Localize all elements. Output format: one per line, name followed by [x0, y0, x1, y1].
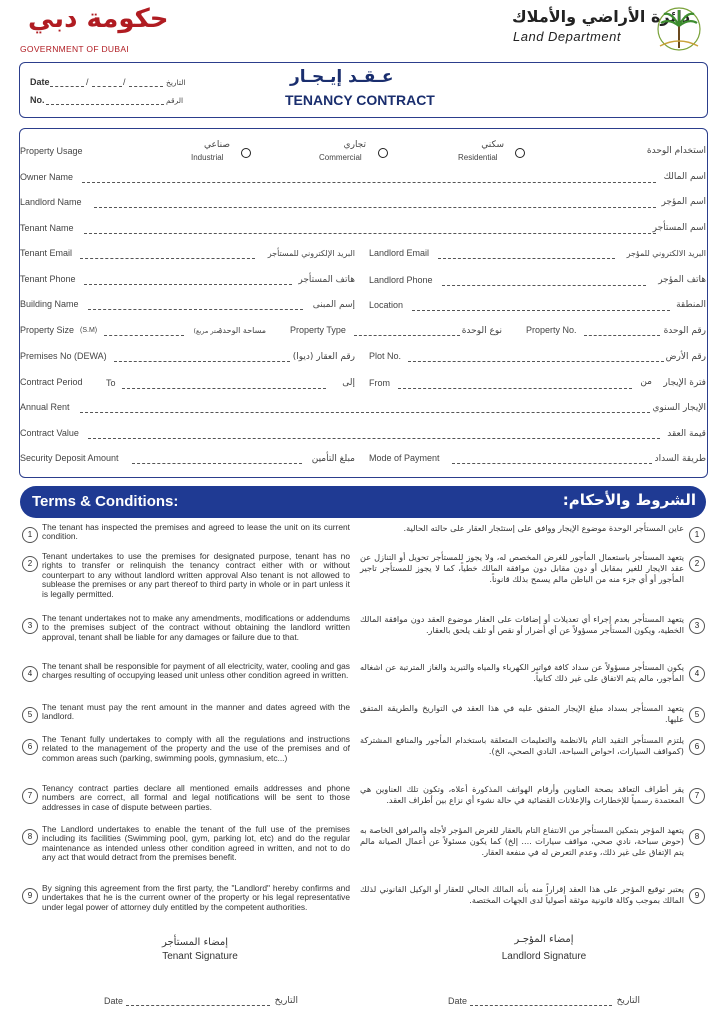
tenant-name-field[interactable] — [84, 233, 656, 234]
usage-residential-ar: سكني — [481, 140, 504, 150]
period-from-label-ar: من — [640, 377, 652, 387]
building-name-label-ar: إسم المبنى — [312, 300, 355, 310]
date-day-field[interactable] — [50, 86, 84, 87]
term-row — [0, 884, 724, 924]
property-no-label-ar: رقم الوحدة — [663, 326, 706, 336]
property-usage-label: Property Usage — [20, 146, 83, 156]
landlord-date-label-ar: التاريخ — [616, 996, 640, 1006]
date-label: Date — [30, 77, 50, 87]
term-text-arabic: يتعهد المستأجر بعدم إجراء أي تعديلات أو إضافات على العقار موضوع العقد دون موافقة المالك الخطية، ويكون المستأجر مسؤولاً عن أي أضرار أو نقص أو تلف يلحق بالعقار. — [360, 614, 684, 635]
usage-commercial-label: Commercial — [319, 153, 362, 162]
tenant-name-label: Tenant Name — [20, 223, 74, 233]
term-row — [0, 784, 724, 820]
tenant-date-label: Date — [104, 996, 124, 1006]
term-text-english: The tenant has inspected the premises and agreed to lease the unit on its current condition. — [42, 522, 350, 542]
term-row — [0, 614, 724, 658]
term-number: 6 — [22, 739, 38, 755]
term-row — [0, 703, 724, 731]
tenant-name-label-ar: اسم المستأجر — [652, 223, 706, 233]
contract-number-field[interactable] — [46, 104, 164, 105]
term-text-arabic: يتعهد المؤجر بتمكين المستأجر من الانتفاع التام بالعقار للغرض المؤجر لأجله والمرافق الخاصة به (حوض سباحة، نادي صحي، مواقف سيارات .... إلخ) كما يكون مسئولاً عن أعمال الصيانة مالم يتم الإتفاق على غير ذلك، وعدم التعرض له في منفعة العقار. — [360, 825, 684, 857]
term-number-ar: 1 — [689, 527, 705, 543]
building-name-label: Building Name — [20, 299, 79, 309]
building-name-field[interactable] — [88, 309, 303, 310]
property-size-field[interactable] — [104, 335, 184, 336]
landlord-date-field[interactable] — [470, 1005, 612, 1006]
term-row — [0, 735, 724, 779]
title-arabic: عـقـد إيـجـار — [290, 67, 394, 87]
landlord-signature-label-ar: إمضاء المؤجـر — [514, 934, 574, 945]
landlord-name-label-ar: اسم المؤجر — [661, 197, 706, 207]
tenant-phone-label: Tenant Phone — [20, 274, 76, 284]
usage-industrial-label: Industrial — [191, 153, 224, 162]
term-number: 5 — [22, 707, 38, 723]
premises-no-label-ar: رقم العقار (ديوا) — [292, 352, 355, 362]
term-text-english: The Landlord undertakes to enable the tenant of the full use of the premises including its facilities (Swimming pool, gym, parking lot, etc) and do the regular maintenance as intended unless other condition agreed in written, and not to do any act that would detract from the premises benefit. — [42, 824, 350, 863]
landlord-phone-field[interactable] — [442, 285, 646, 286]
title-english: TENANCY CONTRACT — [285, 92, 435, 108]
contract-value-field[interactable] — [88, 438, 660, 439]
tenant-phone-field[interactable] — [84, 284, 292, 285]
tenant-phone-label-ar: هاتف المستأجر — [298, 275, 355, 285]
tenant-date-label-ar: التاريخ — [274, 996, 298, 1006]
tenant-signature-label: Tenant Signature — [162, 951, 238, 962]
property-size-label: Property Size — [20, 325, 75, 335]
term-text-english: The tenant undertakes not to make any amendments, modifications or addendums to the premises subject of the contract without obtaining the landlord written approval, tenant shall be liable for any damages or failure due to that. — [42, 613, 350, 642]
term-text-english: The Tenant fully undertakes to comply with all the regulations and instructions related to the management of the property and the use of the premises and of common areas such (parking, swimming pools, gymnasium, etc...) — [42, 734, 350, 763]
annual-rent-label-ar: الإيجار السنوي — [652, 403, 706, 413]
number-label-ar: الرقم — [166, 96, 184, 105]
landlord-email-label-ar: البريد الالكتروني للمؤجر — [626, 249, 706, 258]
gov-dubai-logo-arabic: حكومة دبي — [28, 4, 169, 34]
term-text-arabic: يتعهد المستأجر باستعمال المأجور للغرض المخصص له، ولا يجوز للمستأجر تحويل أو التنازل عن عقد الايجار للغير بمقابل أو دون مقابل دون موافقة المالك خطياً، كما لا يجوز للمستأجر تاجير المأجور أو أي جزء منه من الباطن مالم يسمح بذلك قانوناً. — [360, 552, 684, 584]
landlord-date-label: Date — [448, 996, 468, 1006]
date-year-field[interactable] — [129, 86, 163, 87]
period-to-label-ar: إلى — [342, 378, 355, 388]
term-number-ar: 4 — [689, 666, 705, 682]
property-usage-label-ar: استخدام الوحدة — [646, 146, 706, 156]
plot-no-label-ar: رقم الأرض — [665, 352, 706, 362]
contract-period-label-ar: فترة الإيجار — [663, 378, 706, 388]
tenant-email-label: Tenant Email — [20, 248, 73, 258]
property-size-label-ar: مساحة الوحدة — [218, 326, 266, 335]
contract-period-label: Contract Period — [20, 377, 83, 387]
term-number: 8 — [22, 829, 38, 845]
term-number-ar: 9 — [689, 888, 705, 904]
landlord-name-label: Landlord Name — [20, 197, 82, 207]
landlord-email-field[interactable] — [438, 258, 615, 259]
term-number: 3 — [22, 618, 38, 634]
landlord-phone-label: Landlord Phone — [369, 275, 433, 285]
term-row — [0, 662, 724, 700]
term-number-ar: 5 — [689, 707, 705, 723]
plot-no-label: Plot No. — [369, 351, 402, 361]
property-type-label-ar: نوع الوحدة — [461, 326, 502, 336]
owner-name-label-ar: اسم المالك — [663, 172, 706, 182]
date-month-field[interactable] — [92, 86, 122, 87]
term-text-arabic: يعتبر توقيع المؤجر على هذا العقد إقراراً منه بأنه المالك الحالي للعقار أو الوكيل القانوني لذلك المالك بموجب وكالة قانونية موثقة أصولياً لدى الجهات المختصة. — [360, 884, 684, 905]
contract-value-label-ar: قيمة العقد — [667, 429, 706, 439]
period-to-field[interactable] — [122, 388, 326, 389]
property-size-unit-ar: (متر مربع) — [193, 327, 222, 335]
usage-industrial-ar: صناعي — [204, 140, 230, 150]
term-text-english: The tenant must pay the rent amount in the manner and dates agreed with the landlord. — [42, 702, 350, 722]
term-row — [0, 825, 724, 879]
contract-value-label: Contract Value — [20, 428, 79, 438]
tenant-email-field[interactable] — [80, 258, 255, 259]
property-no-label: Property No. — [526, 325, 577, 335]
term-text-english: Tenant undertakes to use the premises for designated purpose, tenant has no rights to transfer or relinquish the tenancy contract either with or without counterpart to any without landlord written approval Also tenant is not allowed to sublease the premises or any part thereof to third party in whole or in part unless it is legally permitted. — [42, 551, 350, 599]
usage-industrial-radio[interactable] — [241, 148, 251, 158]
security-deposit-label: Security Deposit Amount — [20, 453, 119, 463]
owner-name-field[interactable] — [82, 182, 656, 183]
property-size-unit: (S.M) — [80, 327, 98, 334]
term-number: 4 — [22, 666, 38, 682]
property-type-label: Property Type — [290, 325, 346, 335]
palm-tree-icon — [654, 6, 704, 52]
term-text-english: Tenancy contract parties declare all mentioned emails addresses and phone numbers are correct, all formal and legal notifications will be sent to those addresses in case of dispute between parties. — [42, 783, 350, 812]
mode-of-payment-field[interactable] — [452, 463, 652, 464]
term-text-english: By signing this agreement from the first party, the "Landlord" hereby confirms and undertakes that he is the current owner of the property or his legal representative under legal power of attorney duly entitled by the competent authorities. — [42, 883, 350, 912]
term-text-arabic: يكون المستأجر مسؤولاً عن سداد كافة فواتير الكهرباء والمياه والتبريد والغاز المترتبة عن اشغاله المأجور، مالم يتم الاتفاق على غير ذلك كتابياً. — [360, 662, 684, 683]
period-from-label: From — [369, 378, 390, 388]
tenant-signature-label-ar: إمضاء المستأجر — [161, 937, 229, 948]
property-type-field[interactable] — [354, 335, 460, 336]
land-department-english: Land Department — [513, 29, 621, 44]
usage-residential-radio[interactable] — [515, 148, 525, 158]
term-number-ar: 2 — [689, 556, 705, 572]
gov-dubai-logo-english: GOVERNMENT OF DUBAI — [20, 44, 129, 54]
term-number-ar: 3 — [689, 618, 705, 634]
landlord-name-field[interactable] — [94, 207, 656, 208]
location-label: Location — [369, 300, 404, 310]
period-to-label: To — [106, 378, 116, 388]
terms-title-arabic: الشروط والأحكام: — [562, 491, 696, 509]
mode-of-payment-label-ar: طريقة السداد — [654, 454, 706, 464]
security-deposit-field[interactable] — [132, 463, 302, 464]
term-row — [0, 552, 724, 610]
term-row — [0, 523, 724, 549]
location-label-ar: المنطقة — [676, 300, 706, 310]
term-number: 1 — [22, 527, 38, 543]
term-text-arabic: يلتزم المستأجر التقيد التام بالانظمة والتعليمات المتعلقة باستخدام المأجور والمنافع المشتركة (كمواقف السيارات، احواض السباحة، النادي الصحي، الخ). — [360, 735, 684, 756]
premises-no-label: Premises No (DEWA) — [20, 351, 107, 361]
usage-commercial-ar: تجاري — [343, 140, 366, 150]
land-department-arabic: دائرة الأراضي والأملاك — [512, 7, 691, 26]
term-number-ar: 7 — [689, 788, 705, 804]
annual-rent-field[interactable] — [80, 412, 650, 413]
property-no-field[interactable] — [584, 335, 660, 336]
tenant-date-field[interactable] — [126, 1005, 270, 1006]
number-label: No. — [30, 95, 45, 105]
term-number: 7 — [22, 788, 38, 804]
premises-no-field[interactable] — [114, 361, 290, 362]
landlord-email-label: Landlord Email — [369, 248, 430, 258]
period-from-field[interactable] — [398, 388, 632, 389]
term-number: 2 — [22, 556, 38, 572]
annual-rent-label: Annual Rent — [20, 402, 70, 412]
mode-of-payment-label: Mode of Payment — [369, 453, 440, 463]
term-text-arabic: يقر أطراف التعاقد بصحة العناوين وأرقام الهواتف المذكورة أعلاه، وتكون تلك العناوين هي المعتمدة رسمياً للإخطارات والإعلانات القضائية في حالة نشوء أي نزاع بين أطراف العقد. — [360, 784, 684, 805]
landlord-phone-label-ar: هاتف المؤجر — [658, 275, 706, 285]
security-deposit-label-ar: مبلغ التأمين — [311, 454, 355, 464]
terms-title-english: Terms & Conditions: — [32, 493, 179, 510]
tenant-email-label-ar: البريد الإلكتروني للمستأجر — [267, 249, 355, 258]
landlord-signature-label: Landlord Signature — [501, 951, 587, 962]
location-field[interactable] — [412, 310, 670, 311]
usage-commercial-radio[interactable] — [378, 148, 388, 158]
usage-residential-label: Residential — [458, 153, 498, 162]
term-text-arabic: يتعهد المستأجر بسداد مبلغ الإيجار المتفق عليه في هذا العقد في التواريخ والطريقة المتفق عليها. — [360, 703, 684, 724]
date-label-ar: التاريخ — [166, 78, 186, 87]
term-number-ar: 6 — [689, 739, 705, 755]
term-text-english: The tenant shall be responsible for payment of all electricity, water, cooling and gas charges resulting of occupying leased unit unless other condition agreed in written. — [42, 661, 350, 681]
owner-name-label: Owner Name — [20, 172, 74, 182]
contract-details-box — [19, 128, 708, 478]
term-text-arabic: عاين المستأجر الوحدة موضوع الإيجار ووافق على إستئجار العقار على حالته الحالية. — [403, 523, 684, 533]
term-number-ar: 8 — [689, 829, 705, 845]
plot-no-field[interactable] — [408, 361, 664, 362]
term-number: 9 — [22, 888, 38, 904]
